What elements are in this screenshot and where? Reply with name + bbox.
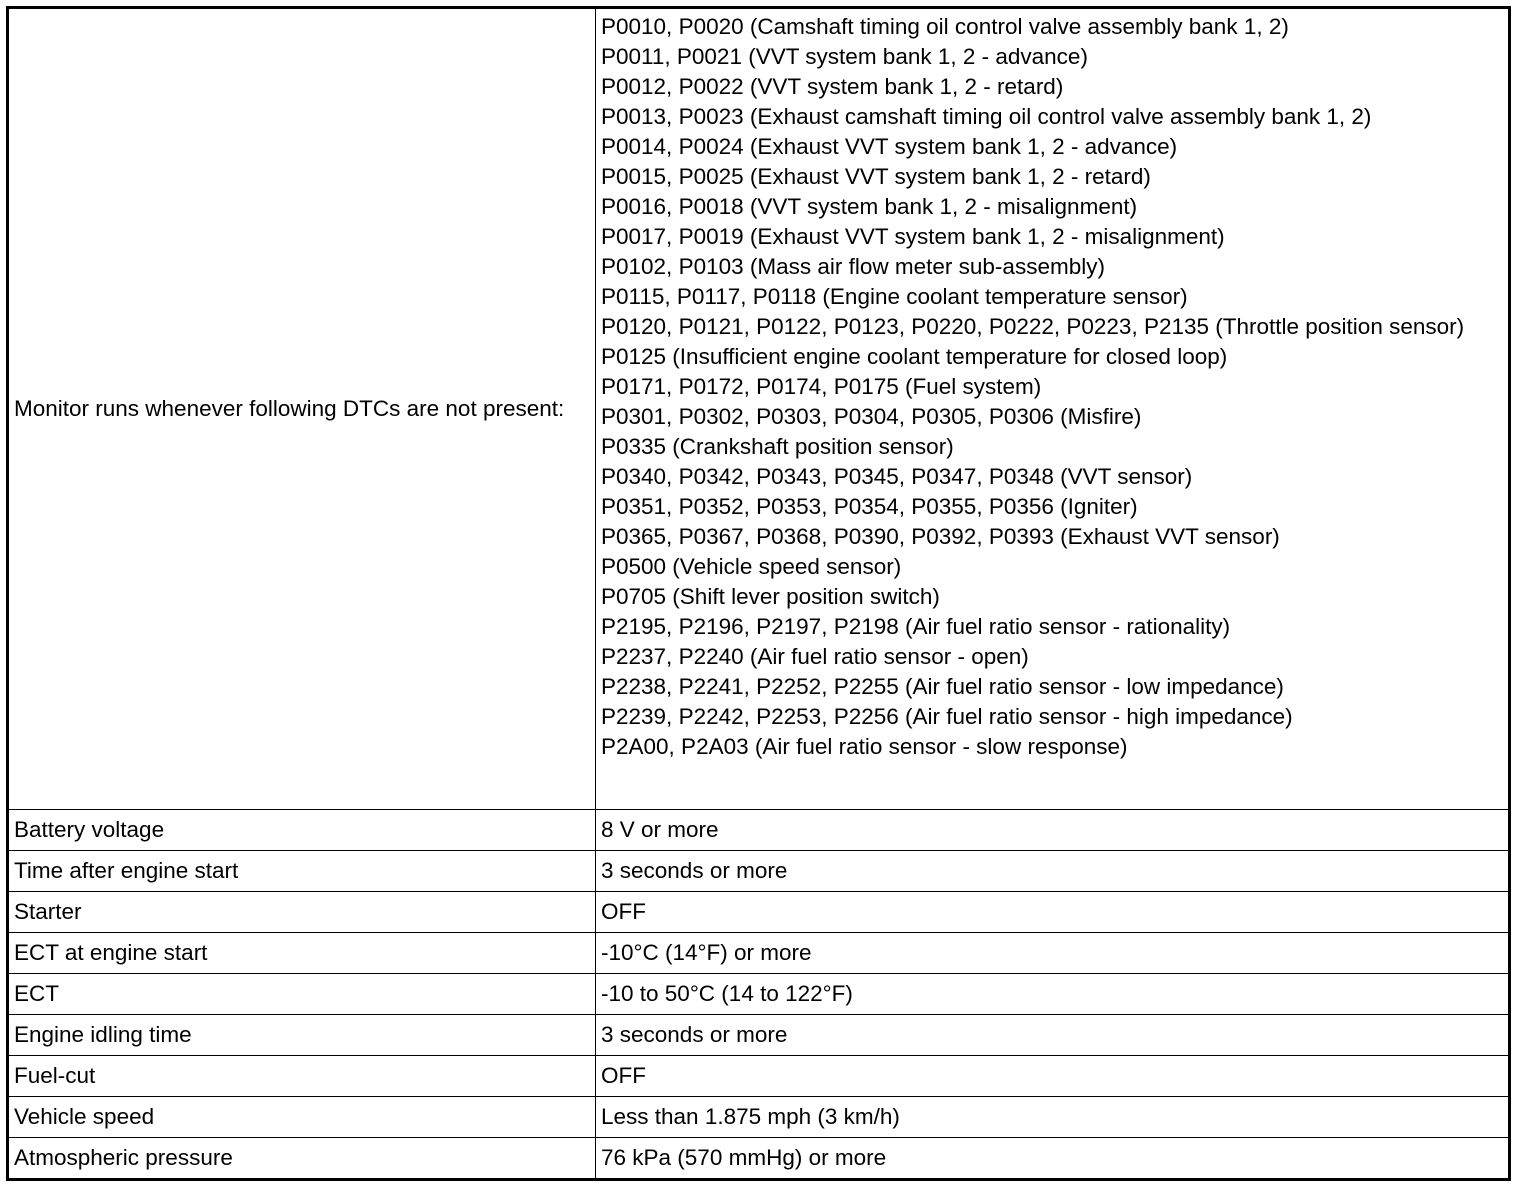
table-row-engine-idling-time — [8, 1015, 1510, 1056]
condition-value: -10 to 50°C (14 to 122°F) — [596, 974, 1510, 1015]
dtc-list-item: P0351, P0352, P0353, P0354, P0355, P0356 (Igniter) — [601, 494, 1138, 519]
dtc-list-item: P0120, P0121, P0122, P0123, P0220, P0222, P0223, P2135 (Throttle position sensor) — [601, 314, 1465, 339]
dtc-list-item: P2238, P2241, P2252, P2255 (Air fuel ratio sensor - low impedance) — [601, 674, 1284, 699]
condition-value: 76 kPa (570 mmHg) or more — [596, 1138, 1510, 1180]
dtc-list-item: P2239, P2242, P2253, P2256 (Air fuel ratio sensor - high impedance) — [601, 704, 1293, 729]
dtc-list-item: P0335 (Crankshaft position sensor) — [601, 434, 954, 459]
condition-value: 3 seconds or more — [596, 851, 1510, 892]
dtc-list-item: P0016, P0018 (VVT system bank 1, 2 - misalignment) — [601, 194, 1138, 219]
table-row-ect — [8, 974, 1510, 1015]
dtc-list-item: P2195, P2196, P2197, P2198 (Air fuel ratio sensor - rationality) — [601, 614, 1231, 639]
condition-value: 3 seconds or more — [596, 1015, 1510, 1056]
condition-value: 8 V or more — [596, 810, 1510, 851]
condition-label: Engine idling time — [8, 1015, 596, 1056]
dtc-list-item: P0010, P0020 (Camshaft timing oil control valve assembly bank 1, 2) — [601, 14, 1289, 39]
dtc-list-item: P0340, P0342, P0343, P0345, P0347, P0348 (VVT sensor) — [601, 464, 1193, 489]
table-row-time-after-start — [8, 851, 1510, 892]
dtc-list-item: P0500 (Vehicle speed sensor) — [601, 554, 902, 579]
condition-label: ECT at engine start — [8, 933, 596, 974]
dtc-list-item: P2237, P2240 (Air fuel ratio sensor - open) — [601, 644, 1029, 669]
dtc-list-item: P0115, P0117, P0118 (Engine coolant temperature sensor) — [601, 284, 1188, 309]
dtc-condition-label: Monitor runs whenever following DTCs are not present: — [8, 8, 596, 810]
dtc-list-item: P0705 (Shift lever position switch) — [601, 584, 940, 609]
dtc-list-item: P0013, P0023 (Exhaust camshaft timing oil control valve assembly bank 1, 2) — [601, 104, 1372, 129]
table-row-battery-voltage — [8, 810, 1510, 851]
table-row-dtc-conditions — [8, 8, 1510, 810]
condition-value: OFF — [596, 1056, 1510, 1097]
table-row-fuel-cut — [8, 1056, 1510, 1097]
condition-label: Fuel-cut — [8, 1056, 596, 1097]
dtc-list-item: P0365, P0367, P0368, P0390, P0392, P0393 (Exhaust VVT sensor) — [601, 524, 1280, 549]
condition-value: Less than 1.875 mph (3 km/h) — [596, 1097, 1510, 1138]
condition-label: Starter — [8, 892, 596, 933]
condition-label: Battery voltage — [8, 810, 596, 851]
table-row-starter — [8, 892, 1510, 933]
dtc-list-item: P0102, P0103 (Mass air flow meter sub-assembly) — [601, 254, 1105, 279]
dtc-list — [596, 8, 1510, 810]
dtc-list-item: P0301, P0302, P0303, P0304, P0305, P0306 (Misfire) — [601, 404, 1142, 429]
dtc-list-item: P2A00, P2A03 (Air fuel ratio sensor - slow response) — [601, 734, 1128, 759]
dtc-list-item: P0171, P0172, P0174, P0175 (Fuel system) — [601, 374, 1042, 399]
dtc-list-item: P0125 (Insufficient engine coolant temperature for closed loop) — [601, 344, 1228, 369]
monitor-conditions-table — [6, 6, 1511, 1181]
dtc-list-item: P0012, P0022 (VVT system bank 1, 2 - retard) — [601, 74, 1064, 99]
condition-label: Vehicle speed — [8, 1097, 596, 1138]
dtc-list-item: P0015, P0025 (Exhaust VVT system bank 1, 2 - retard) — [601, 164, 1151, 189]
table-row-ect-at-start — [8, 933, 1510, 974]
table-row-vehicle-speed — [8, 1097, 1510, 1138]
dtc-list-item: P0017, P0019 (Exhaust VVT system bank 1, 2 - misalignment) — [601, 224, 1225, 249]
table-row-atmospheric-pressure — [8, 1138, 1510, 1180]
condition-value: -10°C (14°F) or more — [596, 933, 1510, 974]
condition-label: Atmospheric pressure — [8, 1138, 596, 1180]
condition-value: OFF — [596, 892, 1510, 933]
condition-label: ECT — [8, 974, 596, 1015]
dtc-list-item: P0014, P0024 (Exhaust VVT system bank 1, 2 - advance) — [601, 134, 1178, 159]
dtc-list-item: P0011, P0021 (VVT system bank 1, 2 - advance) — [601, 44, 1088, 69]
condition-label: Time after engine start — [8, 851, 596, 892]
